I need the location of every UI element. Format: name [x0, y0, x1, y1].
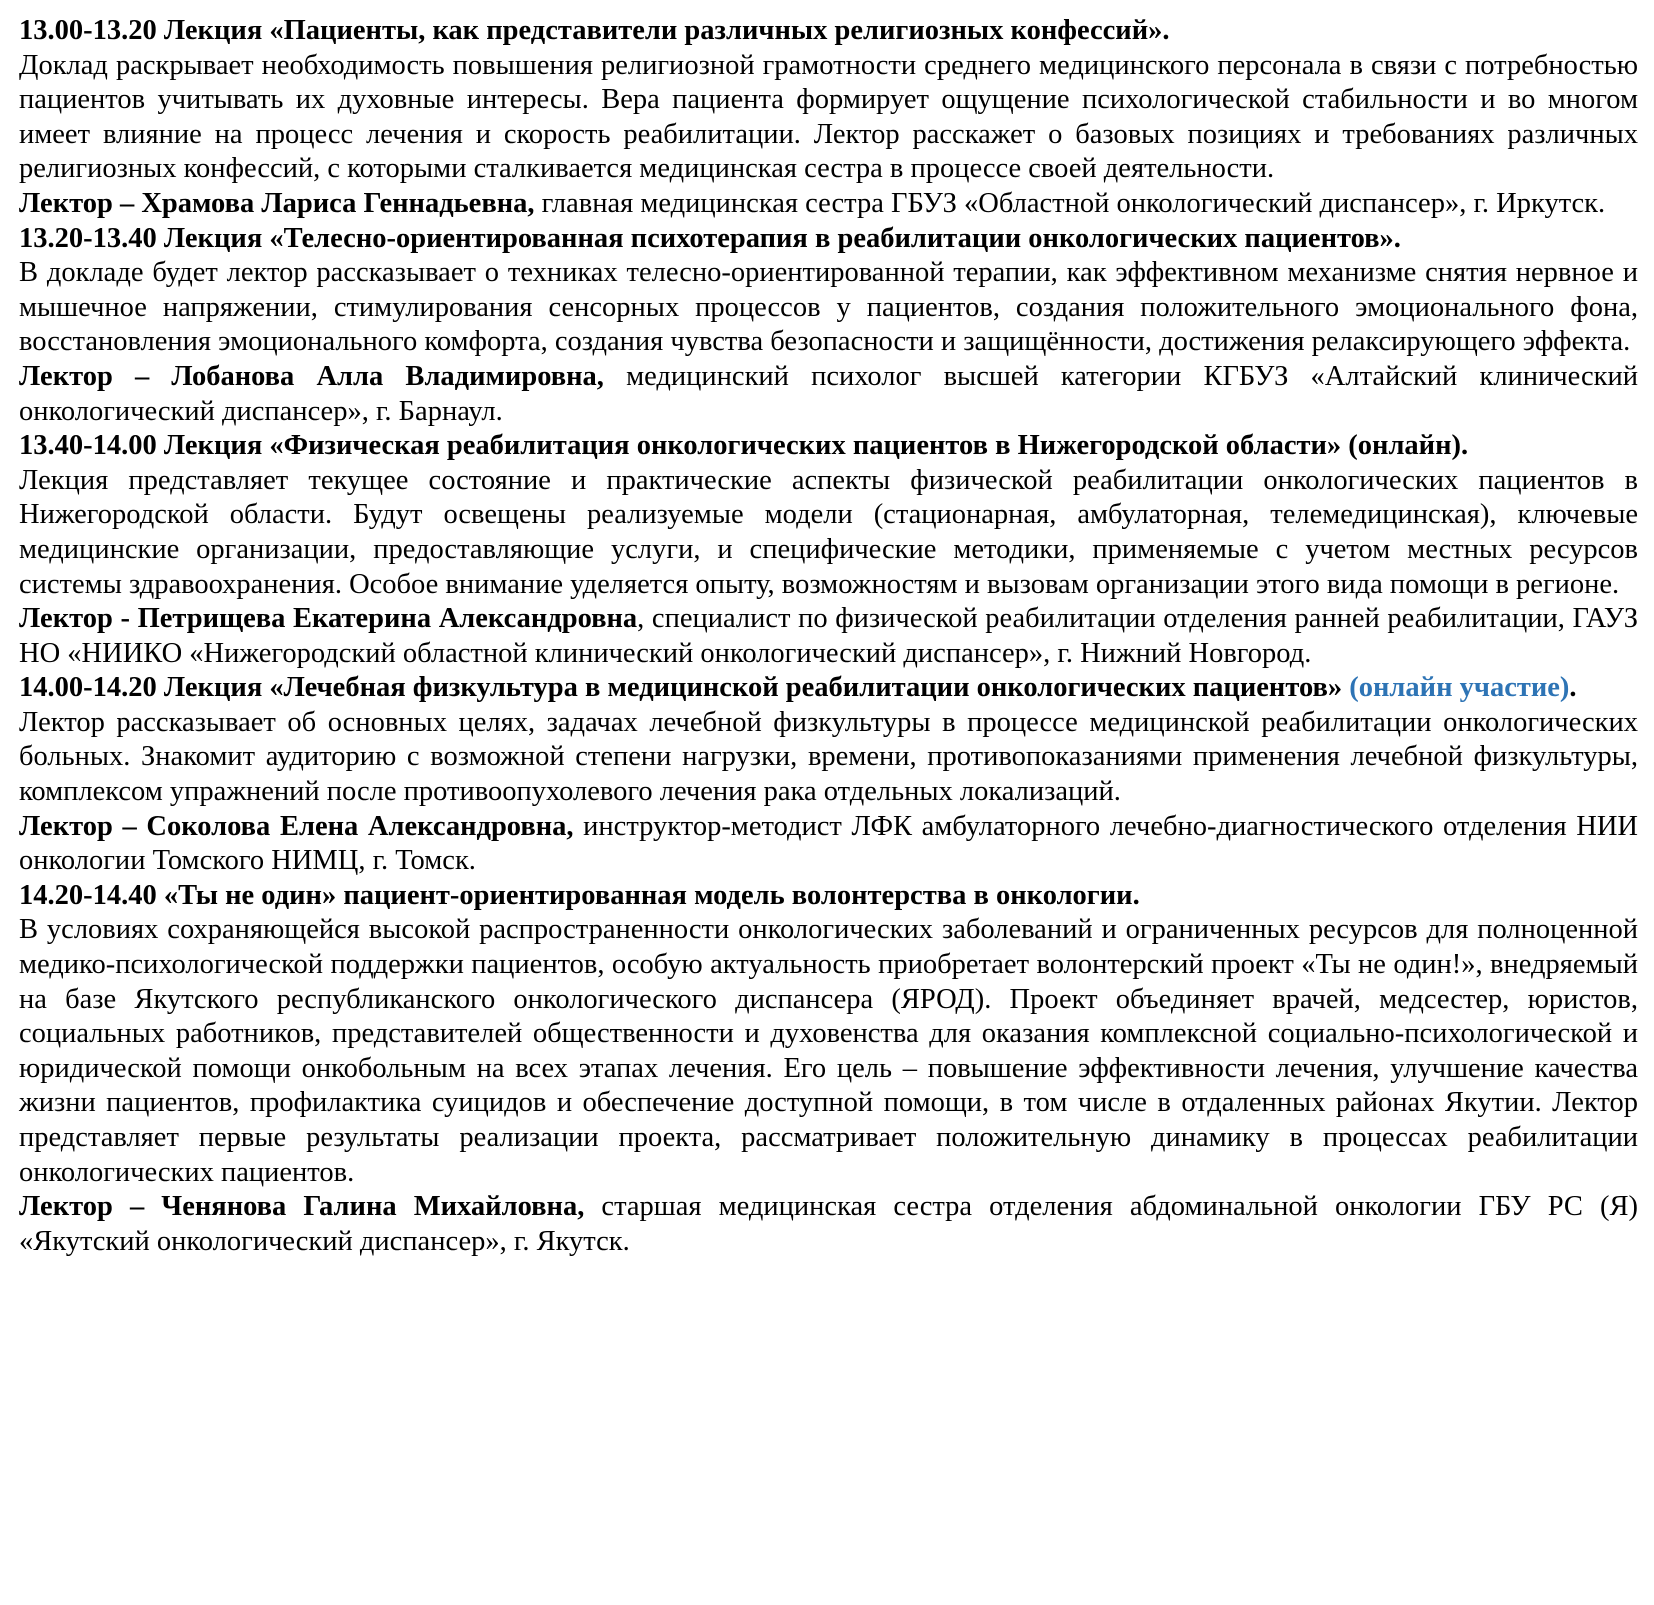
- session-heading: 13.00-13.20 Лекция «Пациенты, как представители различных религиозных конфессий».: [19, 15, 1170, 46]
- lecturer-name: Лектор – Храмова Лариса Геннадьевна,: [19, 187, 535, 219]
- session-lecturer: [19, 187, 1638, 222]
- session-heading: 13.20-13.40 Лекция «Телесно-ориентированная психотерапия в реабилитации онкологических пациентов».: [19, 222, 1401, 254]
- session-lecturer: [19, 1190, 1638, 1259]
- lecturer-name: Лектор - Петрищева Екатерина Александровна: [19, 603, 638, 635]
- lecturer-info: , специалист по физической реабилитации отделения ранней реабилитации, ГАУЗ НО «НИИКО «Нижегородский областной клинический онкологический диспансер», г. Нижний Новгород.: [19, 603, 1638, 669]
- session-heading: 13.40-14.00 Лекция «Физическая реабилитация онкологических пациентов в Нижегородской области» (онлайн).: [19, 430, 1469, 462]
- session-description: В условиях сохраняющейся высокой распространенности онкологических заболеваний и ограниченных ресурсов для полноценной медико-психологической поддержки пациентов, особую актуальность приобретает волонтерский проект «Ты не один!», внедряемый на базе Якутского республиканского онкологического диспансера (ЯРОД). Проект объединяет врачей, медсестер, юристов, социальных работников, представителей общественности и духовенства для оказания комплексной социально-психологической и юридической помощи онкобольным на всех этапах лечения. Его цель – повышение эффективности лечения, улучшение качества жизни пациентов, профилактика суицидов и обеспечение доступной помощи, в том числе в отдаленных районах Якутии. Лектор представляет первые результаты реализации проекта, рассматривает положительную динамику в процессах реабилитации онкологических пациентов.: [19, 914, 1638, 1188]
- session-description: В докладе будет лектор рассказывает о техниках телесно-ориентированной терапии, как эффективном механизме снятия нервное и мышечное напряжении, стимулирования сенсорных процессов у пациентов, создания положительного эмоционального фона, восстановления эмоционального комфорта, создания чувства безопасности и защищённости, достижения релаксирующего эффекта.: [19, 257, 1638, 358]
- session-heading: [19, 671, 1638, 706]
- session-heading-text: 14.00-14.20 Лекция «Лечебная физкультура в медицинской реабилитации онкологических пациентов»: [19, 672, 1350, 704]
- lecturer-info: старшая медицинская сестра отделения абдоминальной онкологии ГБУ РС (Я) «Якутский онкологический диспансер», г. Якутск.: [19, 1191, 1639, 1257]
- lecturer-info: инструктор-методист ЛФК амбулаторного лечебно-диагностического отделения НИИ онкологии Томского НИМЦ, г. Томск.: [19, 810, 1638, 877]
- lecturer-info: медицинский психолог высшей категории КГБУЗ «Алтайский клинический онкологический диспансер», г. Барнаул.: [19, 360, 1638, 427]
- session-heading: 14.20-14.40 «Ты не один» пациент-ориентированная модель волонтерства в онкологии.: [19, 879, 1140, 911]
- session-lecturer: [19, 810, 1638, 879]
- session-heading-end: .: [1569, 672, 1577, 704]
- session-description: Доклад раскрывает необходимость повышения религиозной грамотности среднего медицинского персонала в связи с потребностью пациентов учитывать их духовные интересы. Вера пациента формирует ощущение психологической стабильности и во многом имеет влияние на процесс лечения и скорость реабилитации. Лектор расскажет о базовых позициях и требованиях различных религиозных конфессий, с которыми сталкивается медицинская сестра в процессе своей деятельности.: [19, 49, 1638, 185]
- session-lecturer: [19, 602, 1638, 671]
- session-description: Лекция представляет текущее состояние и практические аспекты физической реабилитации онкологических пациентов в Нижегородской области. Будут освещены реализуемые модели (стационарная, амбулаторная, телемедицинская), ключевые медицинские организации, предоставляющие услуги, и специфические методики, применяемые с учетом местных ресурсов системы здравоохранения. Особое внимание уделяется опыту, возможностям и вызовам организации этого вида помощи в регионе.: [19, 464, 1638, 600]
- lecturer-name: Лектор – Лобанова Алла Владимировна,: [19, 360, 604, 392]
- lecturer-name: Лектор – Соколова Елена Александровна,: [19, 810, 574, 842]
- session-description: Лектор рассказывает об основных целях, задачах лечебной физкультуры в процессе медицинской реабилитации онкологических больных. Знакомит аудиторию с возможной степени нагрузки, времени, противопоказаниями применения лечебной физкультуры, комплексом упражнений после противоопухолевого лечения рака отдельных локализаций.: [19, 706, 1638, 808]
- session-lecturer: [19, 360, 1638, 429]
- lecturer-info: главная медицинская сестра ГБУЗ «Областной онкологический диспансер», г. Иркутск.: [534, 187, 1606, 219]
- online-participation-label: (онлайн участие): [1349, 672, 1570, 704]
- lecturer-name: Лектор – Ченянова Галина Михайловна,: [19, 1191, 585, 1223]
